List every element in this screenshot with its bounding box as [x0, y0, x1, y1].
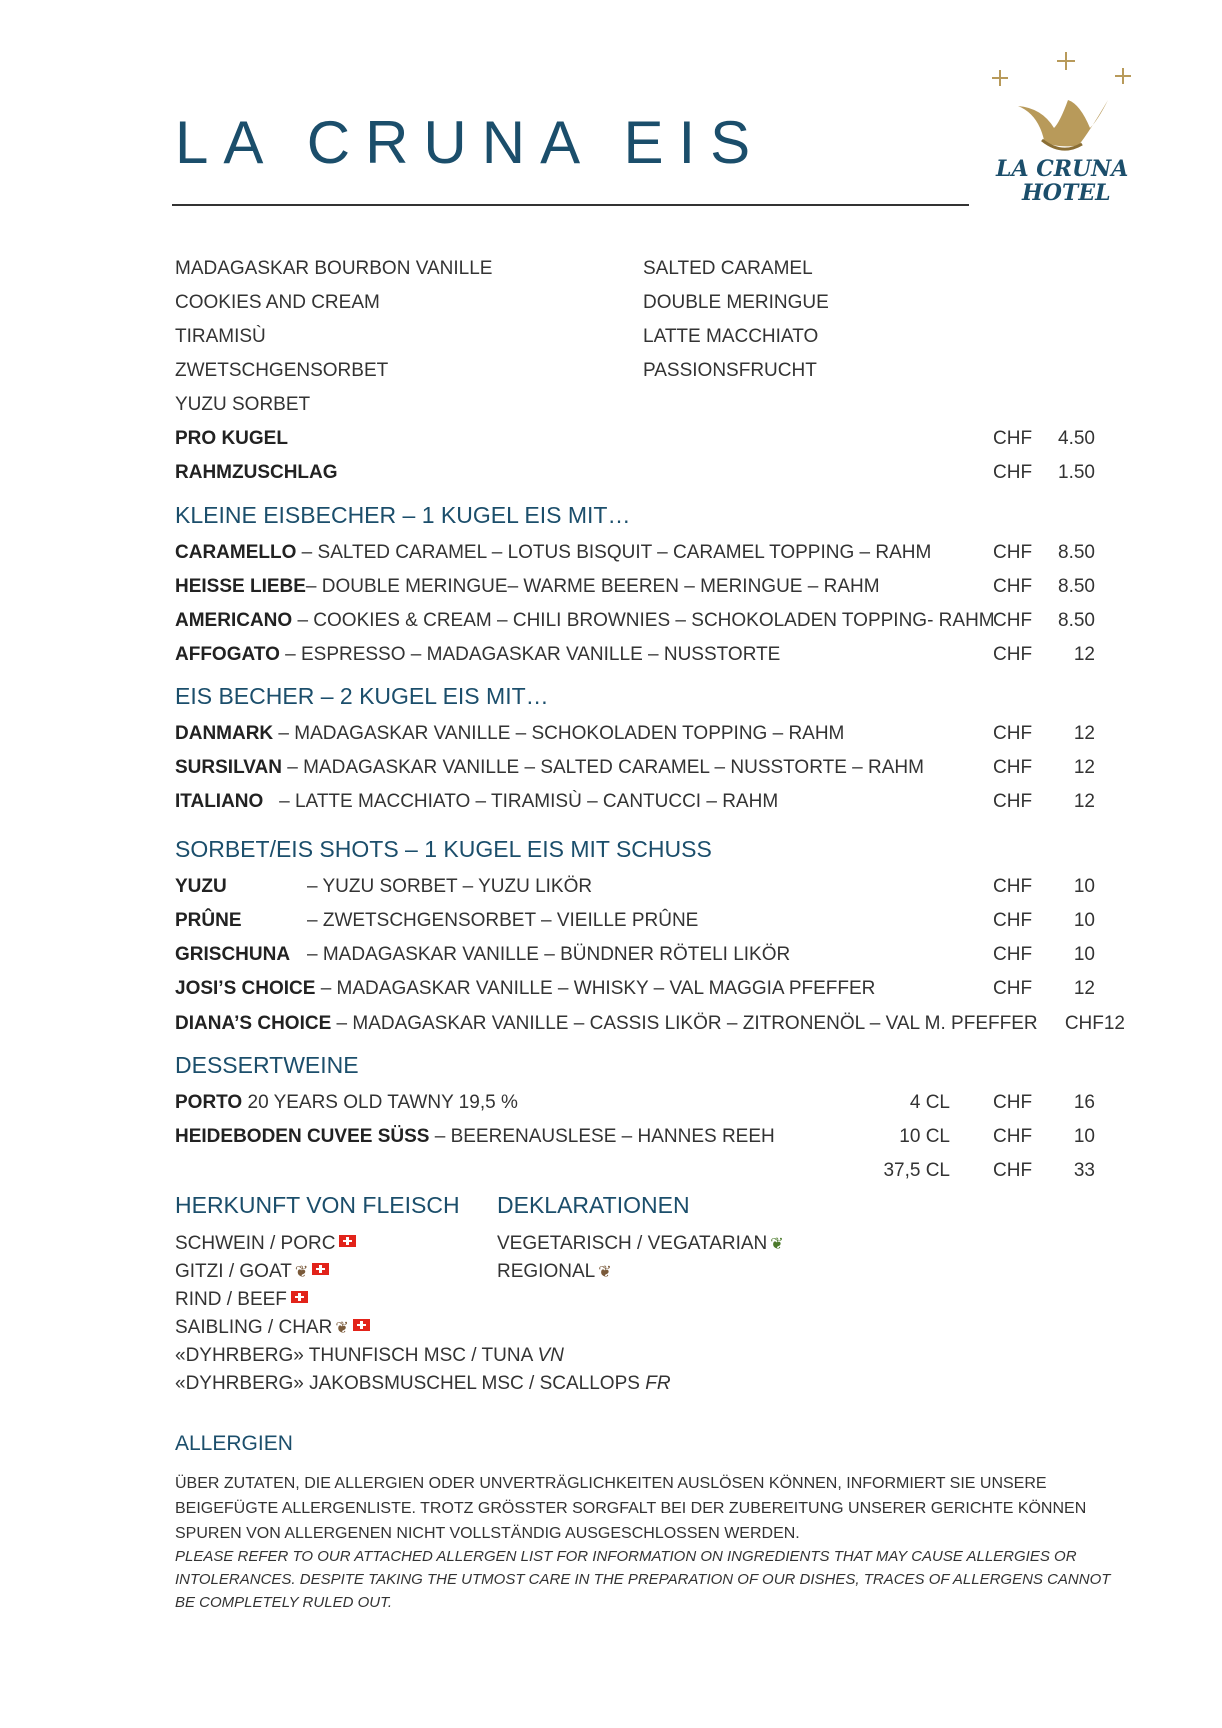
regional-icon: ❦: [335, 1320, 349, 1337]
title-divider: [172, 204, 969, 206]
menu-item: SURSILVAN – MADAGASKAR VANILLE – SALTED CARAMEL – NUSSTORTE – RAHM CHF 12: [175, 757, 1095, 778]
flavor-row: COOKIES AND CREAM DOUBLE MERINGUE: [175, 292, 829, 313]
flavor-row: YUZU SORBET: [175, 394, 311, 415]
svg-text:HOTEL: HOTEL: [1022, 180, 1111, 206]
declaration-item: VEGETARISCH / VEGATARIAN ❦: [497, 1230, 784, 1259]
flavor-row: ZWETSCHGENSORBET PASSIONSFRUCHT: [175, 360, 817, 381]
menu-item: AMERICANO – COOKIES & CREAM – CHILI BROWNIES – SCHOKOLADEN TOPPING- RAHM CHF 8.50: [175, 610, 1095, 631]
regional-icon: ❦: [598, 1264, 612, 1281]
regional-icon: ❦: [294, 1264, 309, 1281]
menu-item: PRÛNE – ZWETSCHGENSORBET – VIEILLE PRÛNE CHF 10: [175, 910, 1095, 931]
allergen-text-en: PLEASE REFER TO OUR ATTACHED ALLERGEN LIST FOR INFORMATION ON INGREDIENTS THAT MAY CAUSE ALLERGIES OR INTOLERANCES. DESPITE TAKING THE UTMOST CARE IN THE PREPARATION OF OUR DISHES, TRACES OF ALLERGENS CANNOT BE COMPLETELY RULED OUT.: [175, 1548, 1111, 1611]
swiss-flag-icon: [291, 1291, 308, 1303]
section-heading-dessertweine: DESSERTWEINE: [175, 1052, 359, 1078]
section-heading-becher: EIS BECHER – 2 KUGEL EIS MIT…: [175, 683, 549, 709]
origin-item: RIND / BEEF: [175, 1286, 308, 1314]
menu-item: DIANA’S CHOICE – MADAGASKAR VANILLE – CASSIS LIKÖR – ZITRONENÖL – VAL M. PFEFFER CHF12: [175, 1013, 1125, 1034]
menu-item: ITALIANO – LATTE MACCHIATO – TIRAMISÙ – CANTUCCI – RAHM CHF 12: [175, 791, 1095, 812]
swiss-flag-icon: [312, 1263, 329, 1275]
section-heading-herkunft: HERKUNFT VON FLEISCH: [175, 1192, 460, 1218]
swiss-flag-icon: [339, 1235, 356, 1247]
menu-item: DANMARK – MADAGASKAR VANILLE – SCHOKOLADEN TOPPING – RAHM CHF 12: [175, 723, 1095, 744]
origin-item: «DYHRBERG» THUNFISCH MSC / TUNA VN: [175, 1345, 564, 1366]
menu-item: HEISSE LIEBE– DOUBLE MERINGUE– WARME BEEREN – MERINGUE – RAHM CHF 8.50: [175, 576, 1095, 597]
menu-item: GRISCHUNA – MADAGASKAR VANILLE – BÜNDNER RÖTELI LIKÖR CHF 10: [175, 944, 1095, 965]
swiss-flag-icon: [353, 1319, 370, 1331]
hotel-logo: [978, 48, 1146, 208]
menu-item: HEIDEBODEN CUVEE SÜSS – BEERENAUSLESE – HANNES REEH 10 CL CHF 10: [175, 1126, 1095, 1147]
menu-item: AFFOGATO – ESPRESSO – MADAGASKAR VANILLE – NUSSTORTE CHF 12: [175, 644, 1095, 665]
flavor-row: MADAGASKAR BOURBON VANILLE SALTED CARAMEL: [175, 258, 813, 279]
allergen-text-de: ÜBER ZUTATEN, DIE ALLERGIEN ODER UNVERTRÄGLICHKEITEN AUSLÖSEN KÖNNEN, INFORMIERT SIE UNSERE BEIGEFÜGTE ALLERGENLISTE. TROTZ GRÖSSTER SORGFALT BEI DER ZUBEREITUNG UNSERER GERICHTE KÖNNEN SPUREN VON ALLERGENEN NICHT VOLLSTÄNDIG AUSGESCHLOSSEN WERDEN.: [175, 1475, 1087, 1542]
menu-item: 37,5 CL CHF 33: [883, 1160, 1095, 1181]
price-row: PRO KUGEL CHF 4.50: [175, 428, 1095, 449]
section-heading-shots: SORBET/EIS SHOTS – 1 KUGEL EIS MIT SCHUSS: [175, 836, 712, 862]
menu-item: YUZU – YUZU SORBET – YUZU LIKÖR CHF 10: [175, 876, 1095, 897]
menu-item: CARAMELLO – SALTED CARAMEL – LOTUS BISQUIT – CARAMEL TOPPING – RAHM CHF 8.50: [175, 542, 1095, 563]
section-heading-allergien: ALLERGIEN: [175, 1432, 293, 1455]
origin-item: «DYHRBERG» JAKOBSMUSCHEL MSC / SCALLOPS FR: [175, 1373, 671, 1394]
page-title: LA CRUNA EIS: [175, 109, 766, 176]
svg-text:LA CRUNA: LA CRUNA: [996, 156, 1129, 182]
section-heading-deklarationen: DEKLARATIONEN: [497, 1192, 690, 1218]
menu-item: JOSI’S CHOICE – MADAGASKAR VANILLE – WHISKY – VAL MAGGIA PFEFFER CHF 12: [175, 978, 1095, 999]
origin-item: SAIBLING / CHAR ❦: [175, 1314, 370, 1343]
origin-item: GITZI / GOAT ❦: [175, 1258, 329, 1287]
leaf-icon: ❦: [770, 1236, 784, 1253]
menu-item: PORTO 20 YEARS OLD TAWNY 19,5 % 4 CL CHF 16: [175, 1092, 1095, 1113]
price-row: RAHMZUSCHLAG CHF 1.50: [175, 462, 1095, 483]
origin-item: SCHWEIN / PORC: [175, 1230, 356, 1258]
flavor-row: TIRAMISÙ LATTE MACCHIATO: [175, 326, 819, 347]
declaration-item: REGIONAL ❦: [497, 1258, 612, 1287]
crown-logo-icon: [978, 48, 1146, 208]
section-heading-kleine: KLEINE EISBECHER – 1 KUGEL EIS MIT…: [175, 502, 631, 528]
